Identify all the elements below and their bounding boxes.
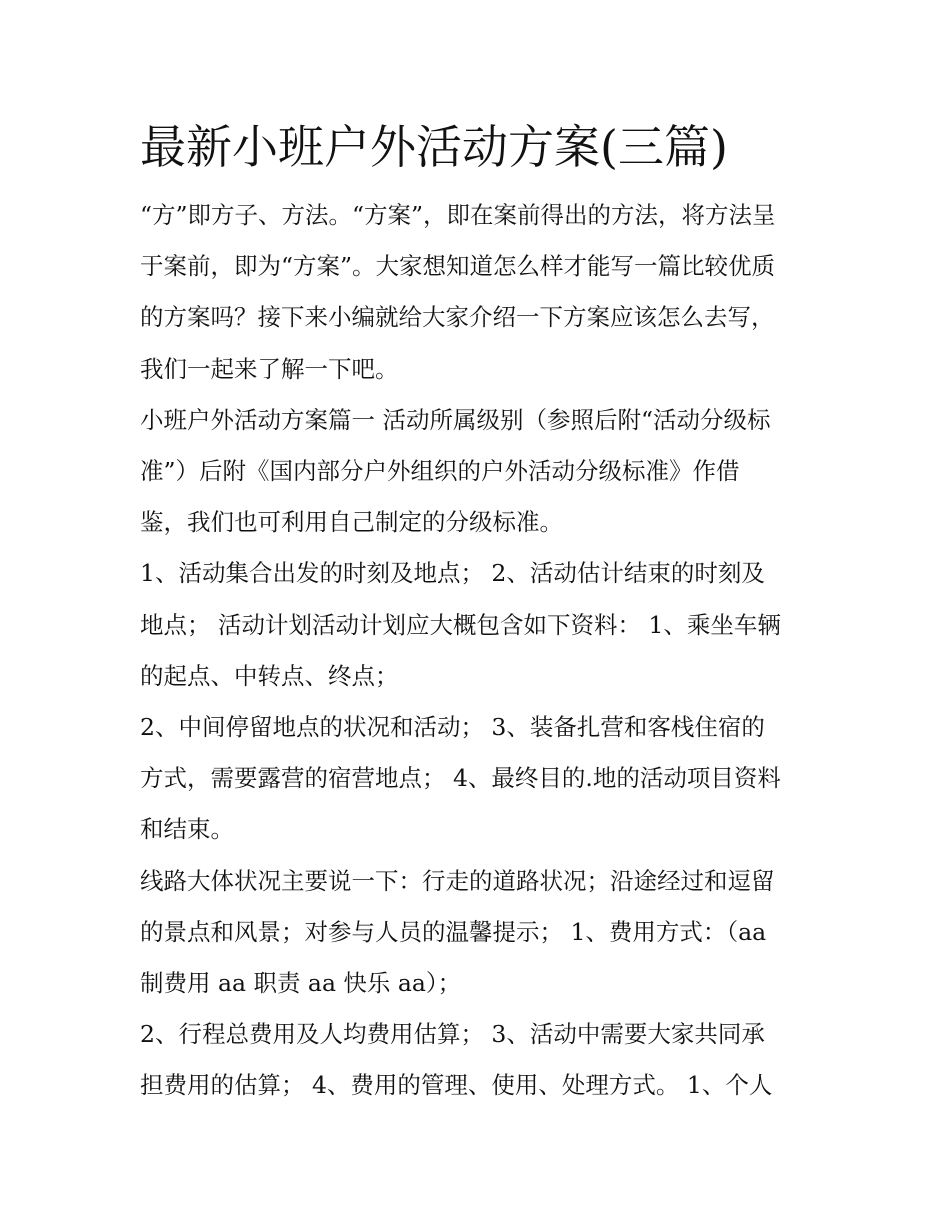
text-line: 地点； 活动计划活动计划应大概包含如下资料： 1、乘坐车辆 (140, 610, 781, 639)
text-line: 小班户外活动方案篇一 活动所属级别（参照后附“活动分级标 (140, 405, 771, 434)
document-body (140, 112, 820, 1112)
text-line: 2、行程总费用及人均费用估算； 3、活动中需要大家共同承 (140, 1020, 765, 1049)
text-line: 制费用 aa 职责 aa 快乐 aa）； (140, 969, 462, 998)
text-line: 担费用的估算； 4、费用的管理、使用、处理方式。 1、个人 (140, 1071, 773, 1100)
text-line: 于案前，即为“方案”。大家想知道怎么样才能写一篇比较优质 (140, 252, 776, 281)
text-line: 鉴，我们也可利用自己制定的分级标准。 (140, 508, 563, 537)
document-title: 最新小班户外活动方案(三篇) (140, 120, 728, 174)
text-line: 的起点、中转点、终点； (140, 661, 399, 690)
paragraph-activity-level (140, 395, 820, 549)
paragraph-intro (140, 190, 820, 395)
paragraph-stops (140, 702, 820, 856)
text-line: 的方案吗？接下来小编就给大家介绍一下方案应该怎么去写， (140, 303, 775, 332)
paragraph-costs (140, 1009, 820, 1111)
text-line: 的景点和风景；对参与人员的温馨提示； 1、费用方式：（aa (140, 917, 767, 946)
text-line: “方”即方子、方法。“方案”，即在案前得出的方法，将方法呈 (140, 201, 776, 229)
text-line: 2、中间停留地点的状况和活动； 3、装备扎营和客栈住宿的 (140, 713, 765, 742)
text-line: 1、活动集合出发的时刻及地点； 2、活动估计结束的时刻及 (140, 559, 765, 588)
text-line: 方式，需要露营的宿营地点； 4、最终目的.地的活动项目资料 (140, 764, 781, 793)
text-line: 线路大体状况主要说一下：行走的道路状况；沿途经过和逗留 (140, 866, 775, 895)
paragraph-schedule (140, 548, 820, 702)
paragraph-route (140, 856, 820, 1010)
text-line: 和结束。 (140, 815, 234, 844)
text-line: 我们一起来了解一下吧。 (140, 354, 399, 383)
text-line: 准”）后附《国内部分户外组织的户外活动分级标准》作借 (140, 457, 740, 486)
